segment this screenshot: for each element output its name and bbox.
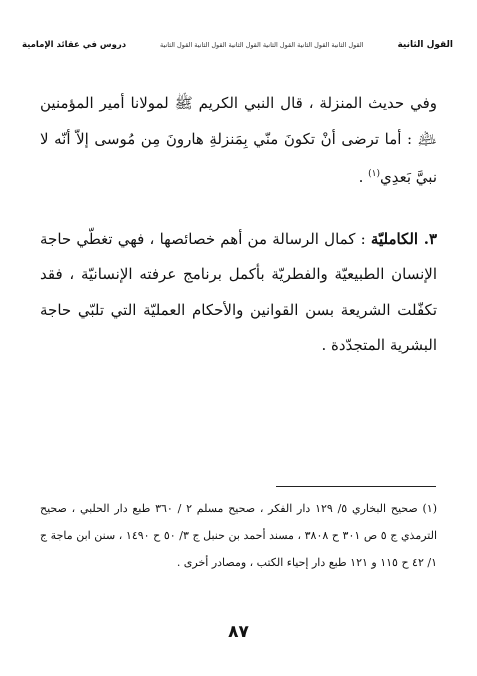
- main-body: [40, 86, 437, 364]
- footnote-separator: [276, 486, 436, 487]
- page-number: ٨٧: [228, 622, 249, 642]
- header-repeated-text: القول الثانية القول الثانية القول الثانية القول الثانية القول الثانية القول الثانية: [160, 41, 364, 49]
- running-header: [22, 38, 453, 52]
- header-right-title: القول الثانية: [397, 40, 453, 50]
- paragraph-2-text: : كمال الرسالة من أهم خصائصها ، فهي تغطّي حاجة الإنسان الطبيعيّة والفطريّة بأكمل برنامج عرفته الإنسانيّة ، فقد تكفّلت الشريعة بسن القوانين والأحكام العمليّة التي تلبّي حاجة البشرية المتجدّدة .: [40, 229, 437, 354]
- footnote-reference: (١): [368, 169, 380, 179]
- footnote: [40, 495, 437, 576]
- section-heading: ٣. الكامليّة: [370, 229, 438, 248]
- footnote-text: (١) صحيح البخاري ٥/ ١٢٩ دار الفكر ، صحيح مسلم ٢ / ٣٦٠ طبع دار الحلبي ، صحيح الترمذي ج ٥ ص ٣٠١ ح ٣٨٠٨ ، مسند أحمد بن حنبل ج ٣/ ٥٠ ح ١٤٩٠ ، سنن ابن ماجة ج ١/ ٤٢ ح ١١٥ و ١٢١ طبع دار إحياء الكتب ، ومصادر أخرى .: [40, 502, 438, 569]
- paragraph-hadith-manzila: [40, 86, 437, 196]
- paragraph-kamiliyya: [40, 222, 437, 364]
- paragraph-1-text: وفي حديث المنزلة ، قال النبي الكريم ﷺ لمولانا أمير المؤمنين ﵇ : أما ترضى أنْ تكونَ منّي بِمَنزلةِ هارونَ مِن مُوسى إلاّ أنّه لا نبيَّ بَعدِي: [40, 94, 437, 186]
- paragraph-1-end: .: [358, 168, 369, 186]
- header-left-title: دروس في عقائد الإمامية: [22, 40, 127, 50]
